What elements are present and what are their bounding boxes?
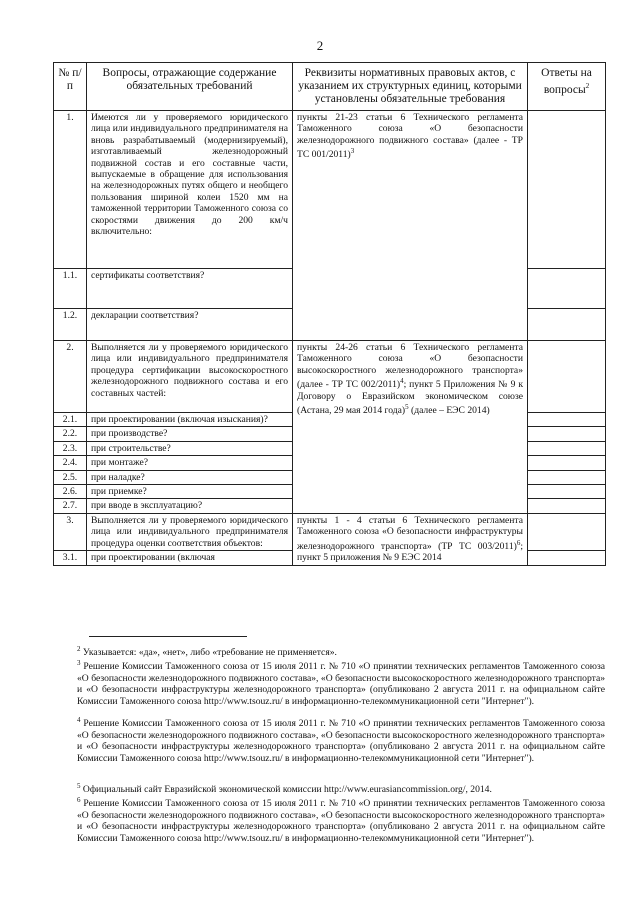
row-num: 2.3. — [54, 441, 87, 455]
answer-cell[interactable] — [528, 441, 606, 455]
row-requisite: пункты 21-23 статьи 6 Технического регламента Таможенного союза «О безопасности железнодорожного подвижного состава» (далее - ТР ТС 001/2011)$^3$ — [293, 111, 528, 341]
row-question: при монтаже? — [87, 456, 293, 470]
row-question: Выполняется ли у проверяемого юридического лица или индивидуального предпринимателя процедура оценки соответствия объектов: — [87, 513, 293, 550]
answer-cell[interactable] — [528, 427, 606, 441]
footnote-divider — [89, 636, 247, 637]
row-num: 1.1. — [54, 269, 87, 309]
page-number: 2 — [316, 38, 324, 53]
row-question: при проектировании (включая изыскания)? — [87, 413, 293, 427]
row-num: 2.5. — [54, 470, 87, 484]
header-answers: Ответы на вопросы$^2$ — [528, 63, 606, 111]
header-questions: Вопросы, отражающие содержание обязательных требований — [87, 63, 293, 111]
answer-cell[interactable] — [528, 456, 606, 470]
table-header-row — [54, 63, 606, 111]
table-row — [54, 341, 606, 413]
requirements-table — [53, 62, 606, 566]
row-question: при вводе в эксплуатацию? — [87, 499, 293, 513]
row-num: 2.6. — [54, 485, 87, 499]
footnote-2: $^2$ Указывается: «да», «нет», либо «требование не применяется». — [77, 645, 337, 659]
row-question: Выполняется ли у проверяемого юридического лица или индивидуального предпринимателя процедура сертификации высокоскоростного железнодорожного подвижного состава и его составных частей: — [87, 341, 293, 413]
answer-cell[interactable] — [528, 111, 606, 269]
table-row — [54, 513, 606, 550]
header-num: № п/п — [54, 63, 87, 111]
row-num: 2.1. — [54, 413, 87, 427]
row-requisite: пункты 1 - 4 статьи 6 Технического регламента Таможенного союза «О безопасности инфраструктуры железнодорожного транспорта» (ТР ТС 003/2011)$^6$; пункт 5 приложения № 9 ЕЭС 2014 — [293, 513, 528, 565]
footnote-4: $^4$ Решение Комиссии Таможенного союза от 15 июля 2011 г. № 710 «О принятии технических регламентов Таможенного союза «О безопасности железнодорожного подвижного состава», «О безопасности высокоскоростного железнодорожного транспорта» и «О безопасности инфраструктуры железнодорожного транспорта» (опубликовано 2 августа 2011 г. на официальном сайте Комиссии Таможенного союза http://www.tsouz.ru/ в информационно-телекоммуникационной сети "Интернет"). — [77, 716, 605, 764]
answer-cell[interactable] — [528, 341, 606, 413]
row-num: 2. — [54, 341, 87, 413]
row-num: 3.1. — [54, 551, 87, 565]
answer-cell[interactable] — [528, 309, 606, 341]
footnote-3: $^3$ Решение Комиссии Таможенного союза от 15 июля 2011 г. № 710 «О принятии технических регламентов Таможенного союза «О безопасности железнодорожного подвижного состава», «О безопасности высокоскоростного железнодорожного транспорта» и «О безопасности инфраструктуры железнодорожного транспорта» (опубликовано 2 августа 2011 г. на официальном сайте Комиссии Таможенного союза http://www.tsouz.ru/ в информационно-телекоммуникационной сети "Интернет"). — [77, 659, 605, 707]
answer-cell[interactable] — [528, 485, 606, 499]
row-num: 2.4. — [54, 456, 87, 470]
row-num: 2.7. — [54, 499, 87, 513]
row-question: декларации соответствия? — [87, 309, 293, 341]
header-requisites: Реквизиты нормативных правовых актов, с указанием их структурных единиц, которыми установлены обязательные требования — [293, 63, 528, 111]
row-num: 2.2. — [54, 427, 87, 441]
row-question: при строительстве? — [87, 441, 293, 455]
answer-cell[interactable] — [528, 413, 606, 427]
row-question: сертификаты соответствия? — [87, 269, 293, 309]
row-question: при проектировании (включая — [87, 551, 293, 565]
answer-cell[interactable] — [528, 551, 606, 565]
answer-cell[interactable] — [528, 269, 606, 309]
answer-cell[interactable] — [528, 499, 606, 513]
row-question: при наладке? — [87, 470, 293, 484]
row-question: Имеются ли у проверяемого юридического лица или индивидуального предпринимателя на вновь разрабатываемый (модернизируемый), изготавливаемый железнодорожный подвижной состав и его составные части, выпускаемые в обращение для использования на железнодорожных путях общего и необщего пользования шириной колеи 1520 мм на таможенной территории Таможенного союза со скоростями движения до 200 км/ч включительно: — [87, 111, 293, 269]
row-num: 1.2. — [54, 309, 87, 341]
answer-cell[interactable] — [528, 513, 606, 550]
answer-cell[interactable] — [528, 470, 606, 484]
footnote-6: $^6$ Решение Комиссии Таможенного союза от 15 июля 2011 г. № 710 «О принятии технических регламентов Таможенного союза «О безопасности железнодорожного подвижного состава», «О безопасности высокоскоростного железнодорожного транспорта» и «О безопасности инфраструктуры железнодорожного транспорта» (опубликовано 2 августа 2011 г. на официальном сайте Комиссии Таможенного союза http://www.tsouz.ru/ в информационно-телекоммуникационной сети "Интернет"). — [77, 796, 605, 844]
row-question: при производстве? — [87, 427, 293, 441]
row-num: 3. — [54, 513, 87, 550]
row-num: 1. — [54, 111, 87, 269]
row-requisite: пункты 24-26 статьи 6 Технического регламента Таможенного союза «О безопасности высокоскоростного железнодорожного транспорта» (далее - ТР ТС 002/2011)$^4$; пункт 5 Приложения № 9 к Договору о Евразийском экономическом союзе (Астана, 29 мая 2014 года)$^5$ (далее – ЕЭС 2014) — [293, 341, 528, 514]
footnote-5: $^5$ Официальный сайт Евразийской экономической комиссии http://www.eurasiancommission.org/, 2014. — [77, 782, 492, 796]
row-question: при приемке? — [87, 485, 293, 499]
table-row — [54, 111, 606, 269]
